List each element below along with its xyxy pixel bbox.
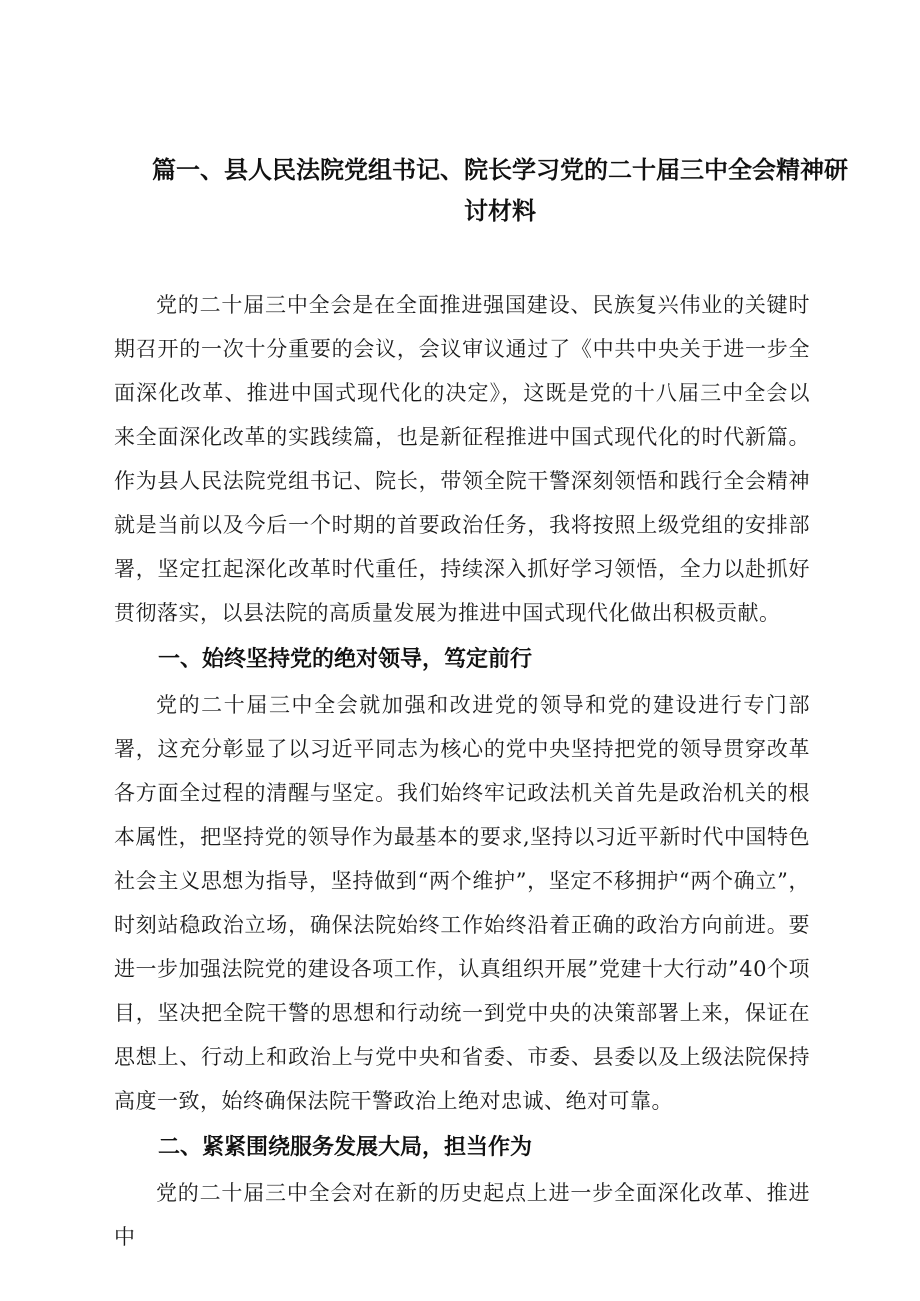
section-heading-2: 二、紧紧围绕服务发展大局，担当作为 [158,1135,533,1160]
title-line-2: 讨材料 [464,197,536,225]
paragraph-section-1: 党的二十届三中全会就加强和改进党的领导和党的建设进行专门部署，这充分彰显了以习近平同志为核心的党中央坚持把党的领导贯穿改革各方面全过程的清醒与坚定。我们始终牢记政法机关首先是政治机关的根本属性，把坚持党的领导作为最基本的要求,坚持以习近平新时代中国特色社会主义思想为指导，坚持做到“两个维护”，坚定不移拥护“两个确立”，时刻站稳政治立场，确保法院始终工作始终沿着正确的政治方向前进。要进一步加强法院党的建设各项工作，认真组织开展”党建十大行动”40个项目，坚决把全院干警的思想和行动统一到党中央的决策部署上来，保证在思想上、行动上和政治上与党中央和省委、市委、县委以及上级法院保持高度一致，始终确保法院干警政治上绝对忠诚、绝对可靠。 [114,693,810,1113]
document-title [150,150,850,232]
section-heading-1: 一、始终坚持党的绝对领导，笃定前行 [158,647,533,672]
paragraph-section-2: 党的二十届三中全会对在新的历史起点上进一步全面深化改革、推进中 [114,1181,810,1249]
document-body [114,283,810,1259]
paragraph-intro: 党的二十届三中全会是在全面推进强国建设、民族复兴伟业的关键时期召开的一次十分重要的会议，会议审议通过了《中共中央关于进一步全面深化改革、推进中国式现代化的决定》，这既是党的十八届三中全会以来全面深化改革的实践续篇，也是新征程推进中国式现代化的时代新篇。作为县人民法院党组书记、院长，带领全院干警深刻领悟和践行全会精神就是当前以及今后一个时期的首要政治任务，我将按照上级党组的安排部署，坚定扛起深化改革时代重任，持续深入抓好学习领悟，全力以赴抓好贯彻落实，以县法院的高质量发展为推进中国式现代化做出积极贡献。 [114,293,810,625]
title-line-1: 篇一、县人民法院党组书记、院长学习党的二十届三中全会精神研 [152,156,848,184]
